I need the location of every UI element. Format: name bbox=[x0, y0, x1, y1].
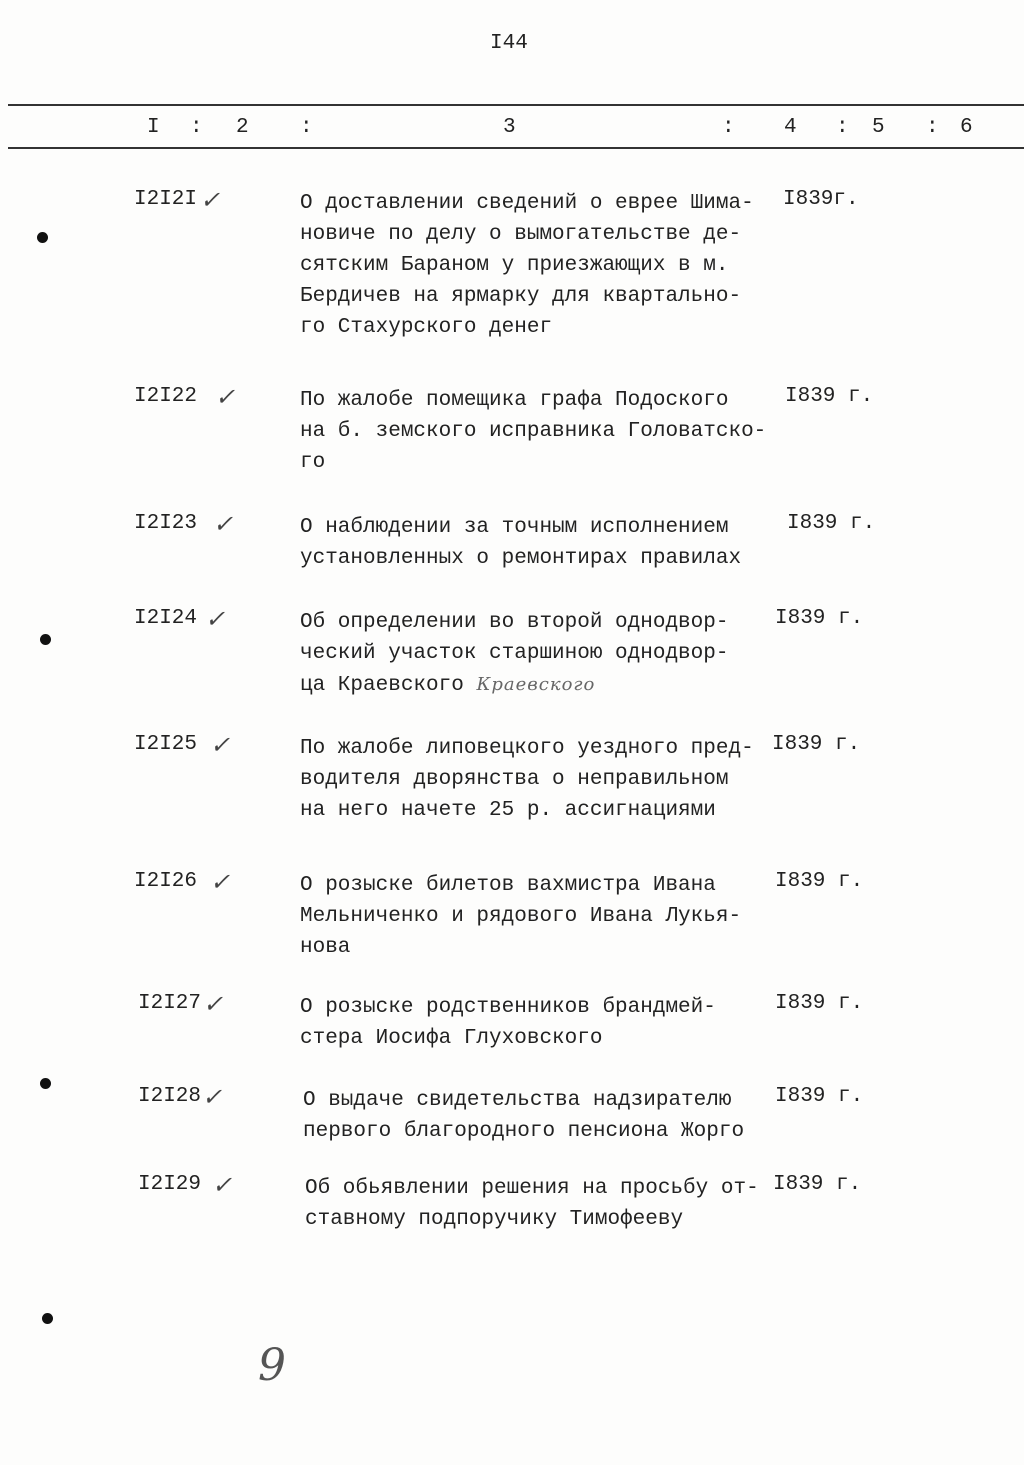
file-title bbox=[300, 512, 741, 574]
column-separator: : bbox=[300, 116, 313, 139]
file-year: I839г. bbox=[783, 188, 859, 211]
title-line: го bbox=[300, 451, 326, 474]
file-title bbox=[300, 870, 741, 963]
column-separator: : bbox=[190, 116, 203, 139]
handwritten-footer-mark: 9 bbox=[258, 1340, 287, 1391]
title-line: первого благородного пенсиона Жорго bbox=[303, 1120, 745, 1143]
column-header: I bbox=[147, 116, 160, 139]
title-line: на него начете 25 р. ассигнациями bbox=[300, 799, 716, 822]
title-line: О выдаче свидетельства надзирателю bbox=[303, 1089, 732, 1112]
title-line: Об определении во второй однодвор- bbox=[300, 611, 729, 634]
file-title bbox=[300, 188, 754, 343]
title-line: ца Краевского bbox=[300, 674, 464, 697]
file-title bbox=[300, 992, 716, 1054]
check-mark-icon: ✓ bbox=[210, 731, 231, 759]
title-line: Бердичев на ярмарку для квартально- bbox=[300, 285, 742, 308]
file-title bbox=[303, 1085, 744, 1147]
check-mark-icon: ✓ bbox=[215, 383, 236, 411]
file-year: I839 г. bbox=[772, 733, 861, 756]
file-number: I2I24 bbox=[134, 607, 198, 630]
file-number: I2I29 bbox=[138, 1173, 202, 1196]
title-line: По жалобе липовецкого уездного пред- bbox=[300, 737, 754, 760]
title-line: О розыске билетов вахмистра Ивана bbox=[300, 874, 716, 897]
column-header: 5 bbox=[872, 116, 885, 139]
title-line: сятским Бараном у приезжающих в м. bbox=[300, 254, 729, 277]
file-number: I2I25 bbox=[134, 733, 198, 756]
file-title bbox=[300, 607, 728, 701]
check-mark-icon: ✓ bbox=[213, 510, 234, 538]
file-year: I839 г. bbox=[787, 512, 876, 535]
file-year: I839 г. bbox=[785, 385, 874, 408]
title-line: О наблюдении за точным исполнением bbox=[300, 516, 729, 539]
column-separator: : bbox=[722, 116, 735, 139]
title-line: ческий участок старшиною однодвор- bbox=[300, 642, 729, 665]
check-mark-icon: ✓ bbox=[205, 605, 226, 633]
file-year: I839 г. bbox=[773, 1173, 862, 1196]
title-line: Об обьявлении решения на просьбу от- bbox=[305, 1177, 759, 1200]
column-header: 2 bbox=[236, 116, 249, 139]
title-line: го Стахурского денег bbox=[300, 316, 553, 339]
file-year: I839 г. bbox=[775, 607, 864, 630]
column-header: 6 bbox=[960, 116, 973, 139]
binding-hole-mark bbox=[42, 1313, 53, 1324]
file-number: I2I26 bbox=[134, 870, 198, 893]
column-header: 4 bbox=[784, 116, 797, 139]
check-mark-icon: ✓ bbox=[200, 186, 221, 214]
file-year: I839 г. bbox=[775, 1085, 864, 1108]
file-number: I2I23 bbox=[134, 512, 198, 535]
check-mark-icon: ✓ bbox=[212, 1171, 233, 1199]
check-mark-icon: ✓ bbox=[202, 1083, 223, 1111]
file-number: I2I22 bbox=[134, 385, 198, 408]
file-title bbox=[300, 385, 766, 478]
binding-hole-mark bbox=[37, 232, 48, 243]
column-separator: : bbox=[926, 116, 939, 139]
file-year: I839 г. bbox=[775, 992, 864, 1015]
file-title bbox=[305, 1173, 759, 1235]
header-bottom-rule bbox=[8, 147, 1024, 149]
file-year: I839 г. bbox=[775, 870, 864, 893]
title-line: По жалобе помещика графа Подоского bbox=[300, 389, 729, 412]
title-line: стера Иосифа Глуховского bbox=[300, 1027, 603, 1050]
page-number: I44 bbox=[490, 32, 528, 55]
check-mark-icon: ✓ bbox=[203, 990, 224, 1018]
title-line: ставному подпоручику Тимофееву bbox=[305, 1208, 684, 1231]
title-line: Мельниченко и рядового Ивана Лукья- bbox=[300, 905, 742, 928]
file-number: I2I2I bbox=[134, 188, 198, 211]
file-number: I2I27 bbox=[138, 992, 202, 1015]
title-line: новиче по делу о вымогательстве де- bbox=[300, 223, 742, 246]
title-line: нова bbox=[300, 936, 351, 959]
header-top-rule bbox=[8, 104, 1024, 106]
file-number: I2I28 bbox=[138, 1085, 202, 1108]
column-header: 3 bbox=[503, 116, 516, 139]
binding-hole-mark bbox=[40, 634, 51, 645]
title-line: установленных о ремонтирах правилах bbox=[300, 547, 742, 570]
check-mark-icon: ✓ bbox=[210, 868, 231, 896]
title-line: О доставлении сведений о еврее Шима- bbox=[300, 192, 754, 215]
binding-hole-mark bbox=[40, 1078, 51, 1089]
title-line: на б. земского исправника Головатско- bbox=[300, 420, 767, 443]
column-separator: : bbox=[836, 116, 849, 139]
file-title bbox=[300, 733, 754, 826]
handwritten-correction: Краевского bbox=[476, 674, 596, 695]
title-line: водителя дворянства о неправильном bbox=[300, 768, 729, 791]
title-line: О розыске родственников брандмей- bbox=[300, 996, 716, 1019]
